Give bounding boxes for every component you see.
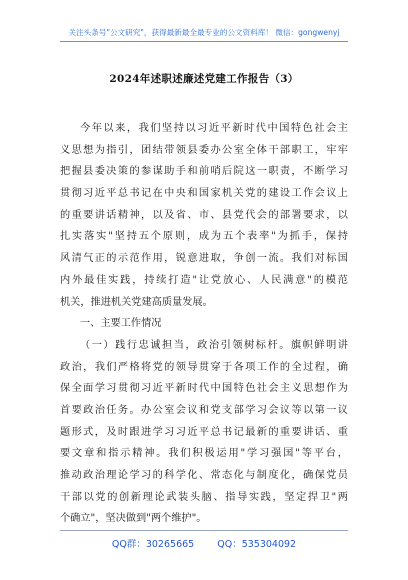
- paragraph-line: （一）践行忠诚担当，政治引领树标杆。旗帜鲜明讲: [80, 339, 348, 351]
- footer-qq-group: QQ群：30265665: [111, 539, 195, 550]
- footer: [0, 536, 408, 550]
- paragraph-line: 内外最佳实践，持续打造"让党放心、人民满意"的模范: [60, 274, 348, 286]
- paragraph-line: 的重要讲话精神，以及省、市、县党代会的部署要求，以: [60, 209, 348, 221]
- paragraph-line: 贯彻习近平总书记在中央和国家机关党的建设工作会议上: [60, 188, 348, 200]
- document-body: [60, 118, 348, 530]
- paragraph-line: 保全面学习贯彻习近平新时代中国特色社会主义思想作为: [60, 383, 348, 395]
- section-heading: 一、主要工作情况: [80, 318, 162, 330]
- paragraph-line: 要文章和指示精神。我们积极运用"学习强国"等平台，: [60, 448, 348, 460]
- header-divider: [60, 41, 348, 42]
- paragraph-line: 推动政治理论学习的科学化、常态化与制度化，确保党员: [60, 470, 348, 481]
- paragraph-line: 个确立"，坚决做到"两个维护"。: [60, 513, 207, 525]
- paragraph-line: 政治，我们严格将党的领导贯穿于各项工作的全过程，确: [60, 361, 348, 373]
- footer-qq: QQ：535304092: [217, 539, 297, 550]
- paragraph-line: 首要政治任务。办公室会议和党支部学习会议等以第一议: [60, 404, 348, 416]
- paragraph-line: 题形式，及时跟进学习习近平总书记最新的重要讲话、重: [60, 426, 348, 438]
- paragraph-line: 扎实落实"坚持五个原则，成为五个表率"为抓手，保持: [60, 231, 348, 243]
- paragraph-line: 机关，推进机关党建高质量发展。: [60, 296, 213, 308]
- paragraph-line: 义思想为指引，团结带领县委办公室全体干部职工，牢牢: [60, 144, 348, 156]
- paragraph-line: 把握县委决策的参谋助手和前哨后院这一职责，不断学习: [60, 166, 348, 178]
- paragraph-line: 干部以党的创新理论武装头脑、指导实践，坚定捍卫"两: [60, 491, 348, 503]
- paragraph-line: 今年以来，我们坚持以习近平新时代中国特色社会主: [80, 123, 348, 134]
- header-note: 关注头条号"公文研究"，获得最新最全最专业的公文资料库！ 微信：gongwenyj: [68, 28, 340, 37]
- document-title: 2024年述职述廉述党建工作报告（3）: [109, 73, 299, 85]
- footer-divider: [60, 530, 348, 531]
- paragraph-line: 风清气正的示范作用，锐意进取，争创一流。我们对标国: [60, 253, 348, 265]
